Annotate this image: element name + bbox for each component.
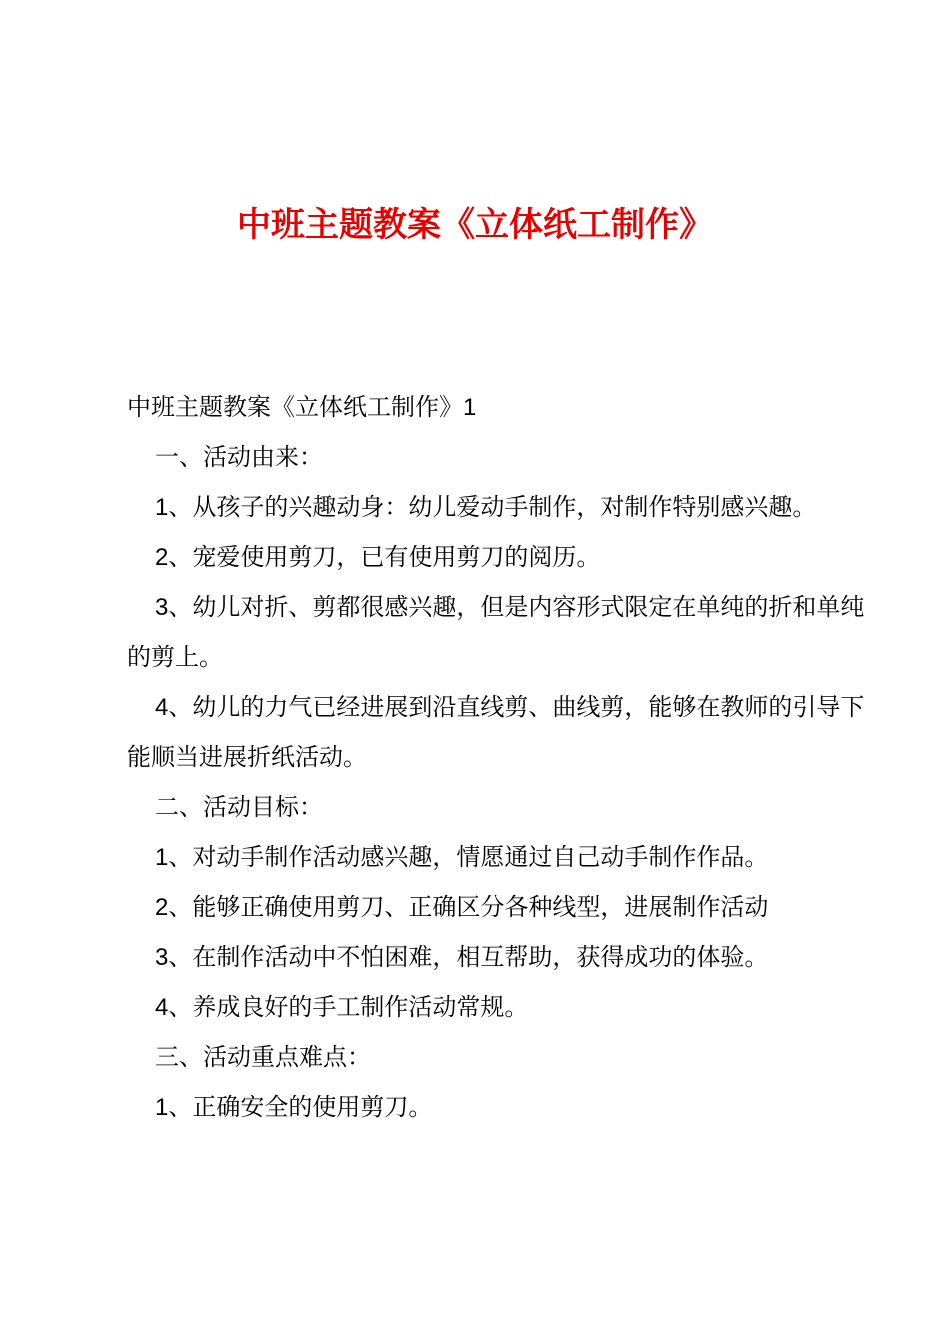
paragraph: 中班主题教案《立体纸工制作》1 xyxy=(127,394,477,421)
paragraph: 1、从孩子的兴趣动身：幼儿爱动手制作，对制作特别感兴趣。 xyxy=(155,494,817,521)
paragraph: 三、活动重点难点： xyxy=(155,1044,371,1071)
document-title: 中班主题教案《立体纸工制作》 xyxy=(237,207,713,244)
paragraph: 二、活动目标： xyxy=(155,794,323,821)
paragraph: 4、养成良好的手工制作活动常规。 xyxy=(155,994,529,1021)
paragraph: 2、宠爱使用剪刀，已有使用剪刀的阅历。 xyxy=(155,544,601,571)
paragraph: 3、幼儿对折、剪都很感兴趣，但是内容形式限定在单纯的折和单纯的剪上。 xyxy=(127,594,865,671)
paragraph: 1、正确安全的使用剪刀。 xyxy=(155,1094,433,1121)
paragraph: 3、在制作活动中不怕困难，相互帮助，获得成功的体验。 xyxy=(155,944,769,971)
paragraph: 一、活动由来： xyxy=(155,444,323,471)
paragraph: 1、对动手制作活动感兴趣，情愿通过自己动手制作作品。 xyxy=(155,844,769,871)
paragraph: 2、能够正确使用剪刀、正确区分各种线型，进展制作活动 xyxy=(155,894,769,921)
document-body xyxy=(127,383,867,1133)
paragraph: 4、幼儿的力气已经进展到沿直线剪、曲线剪，能够在教师的引导下能顺当进展折纸活动。 xyxy=(127,694,865,771)
